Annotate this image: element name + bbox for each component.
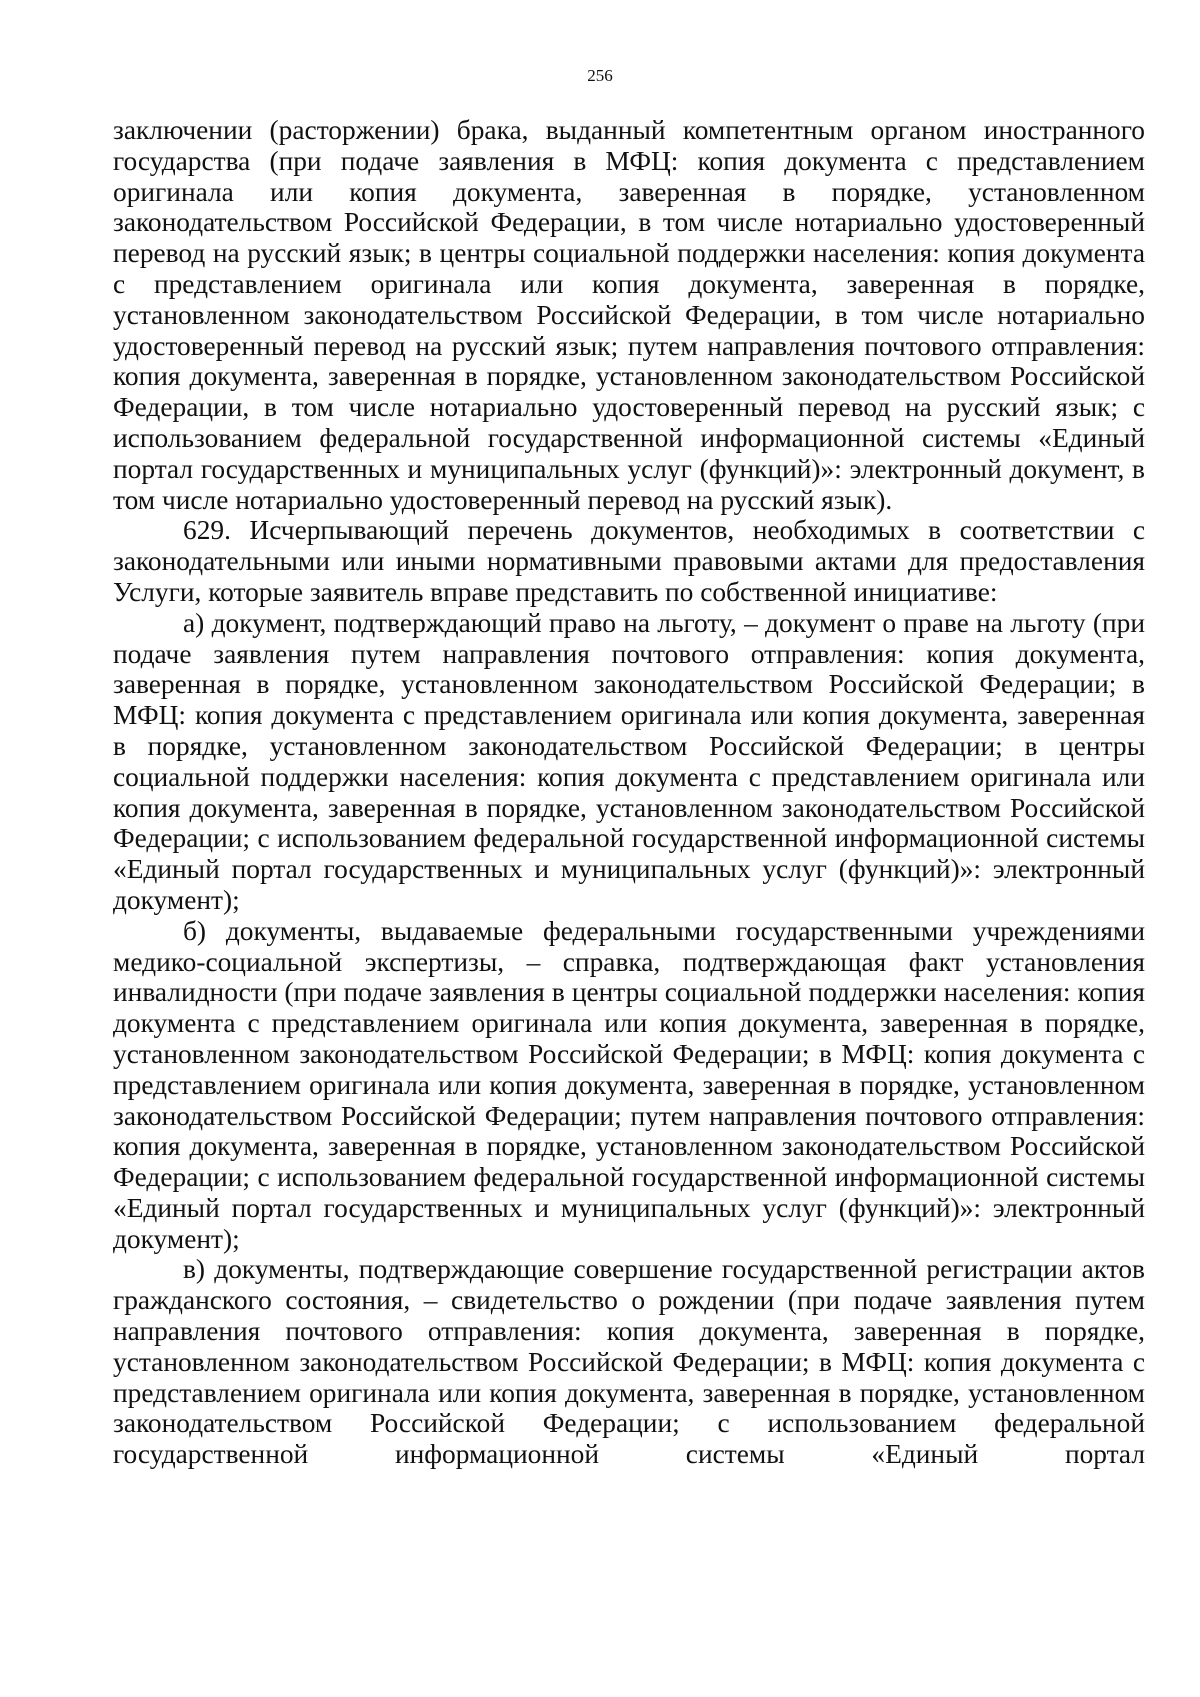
document-body bbox=[113, 115, 1145, 1470]
paragraph-item-v: в) документы, подтверждающие совершение государственной регистрации актов гражданского состояния, – свидетельство о рождении (при подаче заявления путем направления почтового отправления: копия документа, заверенная в порядке, установленном законодательством Российской Федерации; в МФЦ: копия документа с представлением оригинала или копия документа, заверенная в порядке, установленном законодательством Российской Федерации; с использованием федеральной государственной информационной системы «Единый портал bbox=[113, 1254, 1145, 1470]
paragraph-629: 629. Исчерпывающий перечень документов, необходимых в соответствии с законодательными или иными нормативными правовыми актами для предоставления Услуги, которые заявитель вправе представить по собственной инициативе: bbox=[113, 515, 1145, 607]
page-number: 256 bbox=[587, 66, 613, 85]
paragraph-continuation: заключении (расторжении) брака, выданный компетентным органом иностранного государства (при подаче заявления в МФЦ: копия документа с представлением оригинала или копия документа, заверенная в порядке, установленном законодательством Российской Федерации, в том числе нотариально удостоверенный перевод на русский язык; в центры социальной поддержки населения: копия документа с представлением оригинала или копия документа, заверенная в порядке, установленном законодательством Российской Федерации, в том числе нотариально удостоверенный перевод на русский язык; путем направления почтового отправления: копия документа, заверенная в порядке, установленном законодательством Российской Федерации, в том числе нотариально удостоверенный перевод на русский язык; с использованием федеральной государственной информационной системы «Единый портал государственных и муниципальных услуг (функций)»: электронный документ, в том числе нотариально удостоверенный перевод на русский язык). bbox=[113, 115, 1145, 515]
paragraph-item-b: б) документы, выдаваемые федеральными государственными учреждениями медико-социальной экспертизы, – справка, подтверждающая факт установления инвалидности (при подаче заявления в центры социальной поддержки населения: копия документа с представлением оригинала или копия документа, заверенная в порядке, установленном законодательством Российской Федерации; в МФЦ: копия документа с представлением оригинала или копия документа, заверенная в порядке, установленном законодательством Российской Федерации; путем направления почтового отправления: копия документа, заверенная в порядке, установленном законодательством Российской Федерации; с использованием федеральной государственной информационной системы «Единый портал государственных и муниципальных услуг (функций)»: электронный документ); bbox=[113, 915, 1145, 1254]
paragraph-item-a: а) документ, подтверждающий право на льготу, – документ о праве на льготу (при подаче заявления путем направления почтового отправления: копия документа, заверенная в порядке, установленном законодательством Российской Федерации; в МФЦ: копия документа с представлением оригинала или копия документа, заверенная в порядке, установленном законодательством Российской Федерации; в центры социальной поддержки населения: копия документа с представлением оригинала или копия документа, заверенная в порядке, установленном законодательством Российской Федерации; с использованием федеральной государственной информационной системы «Единый портал государственных и муниципальных услуг (функций)»: электронный документ); bbox=[113, 607, 1145, 915]
